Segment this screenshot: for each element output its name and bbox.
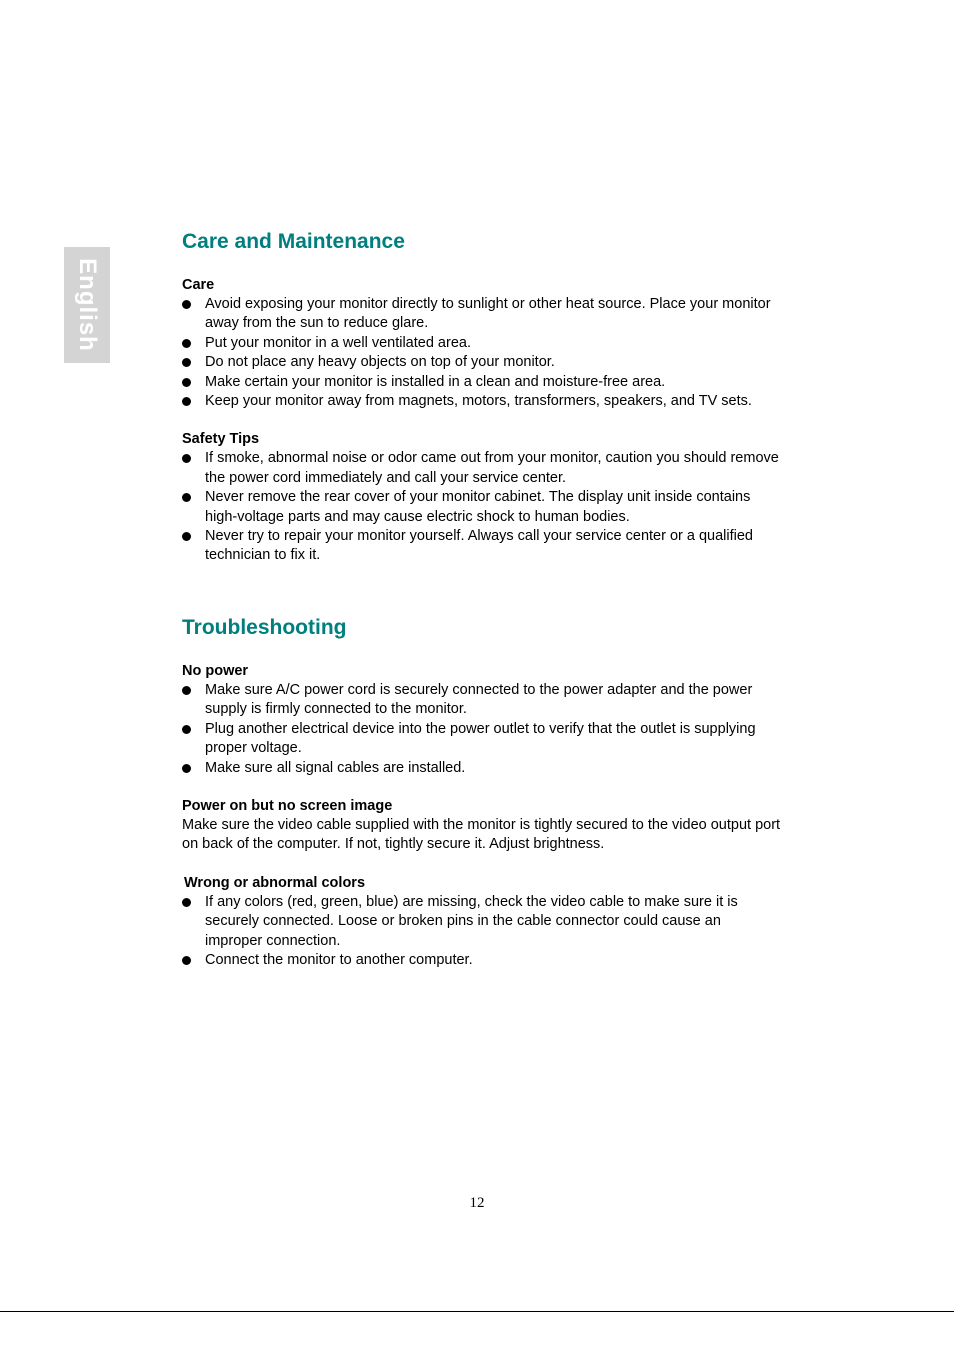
- page-number: 12: [469, 1195, 485, 1211]
- no-power-list: [182, 681, 782, 778]
- list-item: If any colors (red, green, blue) are missing, check the video cable to make sure it is securely connected. Loose or broken pins in the cable connector could cause an improper connection.: [182, 893, 782, 951]
- care-list: [182, 295, 782, 411]
- care-heading: Care: [182, 277, 215, 293]
- list-item: Avoid exposing your monitor directly to sunlight or other heat source. Place your monitor away from the sun to reduce glare.: [182, 295, 782, 334]
- page-content: [182, 229, 782, 971]
- list-item: Make certain your monitor is installed in a clean and moisture-free area.: [182, 373, 782, 392]
- list-item: Make sure A/C power cord is securely connected to the power adapter and the power supply is firmly connected to the monitor.: [182, 681, 782, 720]
- troubleshooting-title: Troubleshooting: [182, 615, 347, 639]
- list-item: Do not place any heavy objects on top of your monitor.: [182, 353, 782, 372]
- list-item: Keep your monitor away from magnets, motors, transformers, speakers, and TV sets.: [182, 392, 782, 411]
- language-tab: [64, 247, 110, 363]
- no-image-heading: Power on but no screen image: [182, 797, 393, 814]
- list-item: Never remove the rear cover of your monitor cabinet. The display unit inside contains high-voltage parts and may cause electric shock to human bodies.: [182, 488, 782, 527]
- list-item: If smoke, abnormal noise or odor came out from your monitor, caution you should remove the power cord immediately and call your service center.: [182, 449, 782, 488]
- list-item: Connect the monitor to another computer.: [182, 951, 782, 970]
- care-maintenance-title: Care and Maintenance: [182, 230, 405, 253]
- footer-divider: [0, 1311, 954, 1312]
- safety-tips-heading: Safety Tips: [182, 431, 260, 448]
- no-image-text: Make sure the video cable supplied with the monitor is tightly secured to the video output port on back of the computer. If not, tightly secure it. Adjust brightness.: [182, 816, 781, 853]
- list-item: Plug another electrical device into the power outlet to verify that the outlet is supplying proper voltage.: [182, 720, 782, 759]
- colors-list: [182, 893, 782, 971]
- colors-heading: Wrong or abnormal colors: [184, 874, 366, 891]
- list-item: Make sure all signal cables are installed.: [182, 759, 782, 778]
- no-power-heading: No power: [182, 662, 249, 679]
- language-tab-label: English: [74, 258, 102, 352]
- list-item: Put your monitor in a well ventilated area.: [182, 334, 782, 353]
- list-item: Never try to repair your monitor yourself. Always call your service center or a qualified technician to fix it.: [182, 527, 782, 566]
- safety-tips-list: [182, 449, 782, 565]
